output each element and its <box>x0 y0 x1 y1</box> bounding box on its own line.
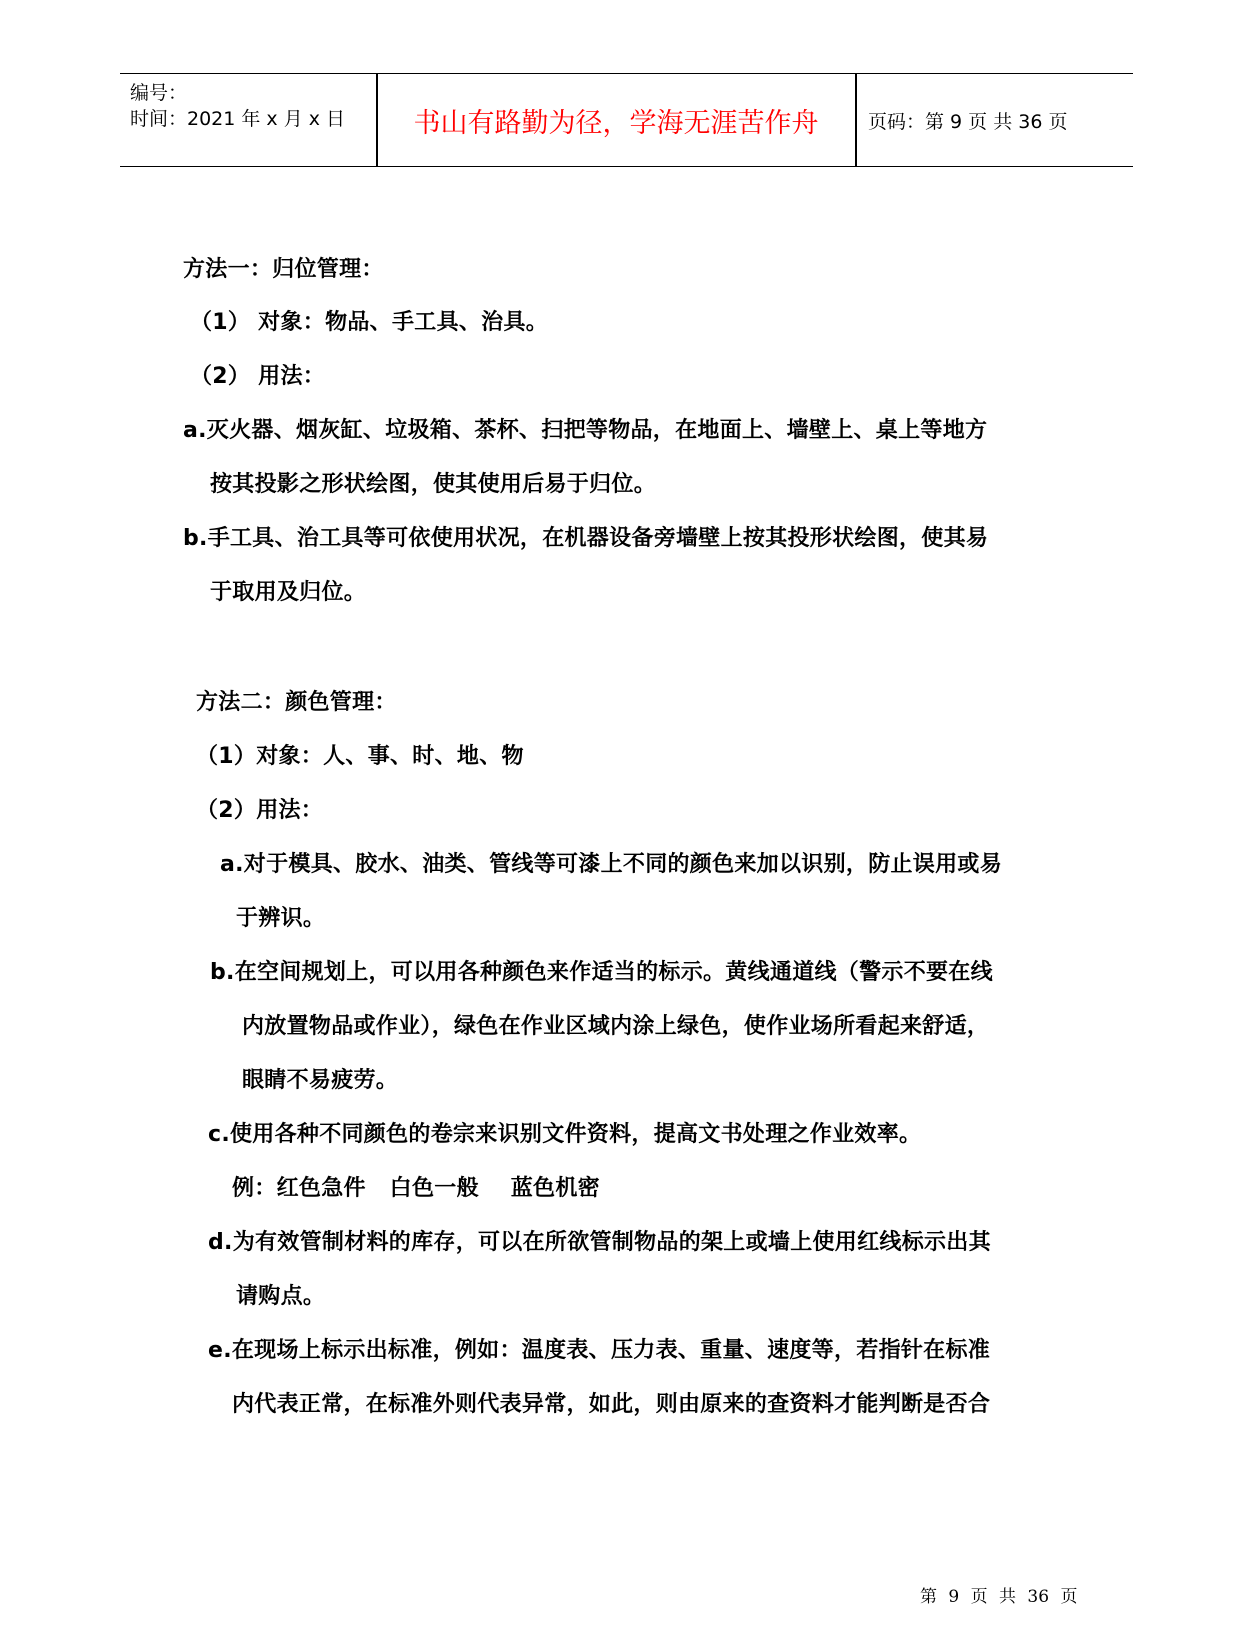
paragraph-line: e.在现场上标示出标准，例如：温度表、压力表、重量、速度等，若指针在标准 <box>208 1338 991 1363</box>
paragraph-line: （2） 用法： <box>190 364 326 389</box>
time-label: 时间：2021 年 x 月 x 日 <box>130 108 346 130</box>
paragraph-line: 于辨识。 <box>236 906 326 931</box>
paragraph-line: （2）用法： <box>196 798 324 823</box>
section-heading: 方法一：归位管理： <box>183 257 384 282</box>
paragraph-line: c.使用各种不同颜色的卷宗来识别文件资料，提高文书处理之作业效率。 <box>208 1122 922 1147</box>
paragraph-line: b.在空间规划上，可以用各种颜色来作适当的标示。黄线通道线（警示不要在线 <box>210 960 993 985</box>
header-motto: 书山有路勤为径，学海无涯苦作舟 <box>413 107 819 139</box>
paragraph-line: 按其投影之形状绘图，使其使用后易于归位。 <box>210 472 657 497</box>
serial-label: 编号： <box>130 82 188 104</box>
section-heading: 方法二：颜色管理： <box>196 690 397 715</box>
header-page-info: 页码：第 9 页 共 36 页 <box>868 110 1068 133</box>
paragraph-line: 例：红色急件 白色一般 蓝色机密 <box>232 1176 600 1201</box>
page-header <box>120 73 1133 167</box>
paragraph-line: d.为有效管制材料的库存，可以在所欲管制物品的架上或墙上使用红线标示出其 <box>208 1230 991 1255</box>
paragraph-line: b.手工具、治工具等可依使用状况，在机器设备旁墙壁上按其投形状绘图，使其易 <box>183 526 989 551</box>
paragraph-line: 眼睛不易疲劳。 <box>242 1068 399 1093</box>
paragraph-line: （1）对象：人、事、时、地、物 <box>196 744 524 769</box>
header-meta <box>130 80 345 132</box>
paragraph-line: 内代表正常，在标准外则代表异常，如此，则由原来的查资料才能判断是否合 <box>232 1392 991 1417</box>
paragraph-line: 于取用及归位。 <box>210 580 367 605</box>
paragraph-line: 请购点。 <box>236 1284 326 1309</box>
header-divider <box>855 74 857 166</box>
paragraph-line: 内放置物品或作业），绿色在作业区域内涂上绿色，使作业场所看起来舒适， <box>242 1014 990 1039</box>
page-footer: 第 9 页 共 36 页 <box>920 1587 1078 1607</box>
paragraph-line: a.对于模具、胶水、油类、管线等可漆上不同的颜色来加以识别，防止误用或易 <box>220 852 1003 877</box>
paragraph-line: a.灭火器、烟灰缸、垃圾箱、茶杯、扫把等物品，在地面上、墙壁上、桌上等地方 <box>183 418 988 443</box>
paragraph-line: （1） 对象：物品、手工具、治具。 <box>190 310 549 335</box>
